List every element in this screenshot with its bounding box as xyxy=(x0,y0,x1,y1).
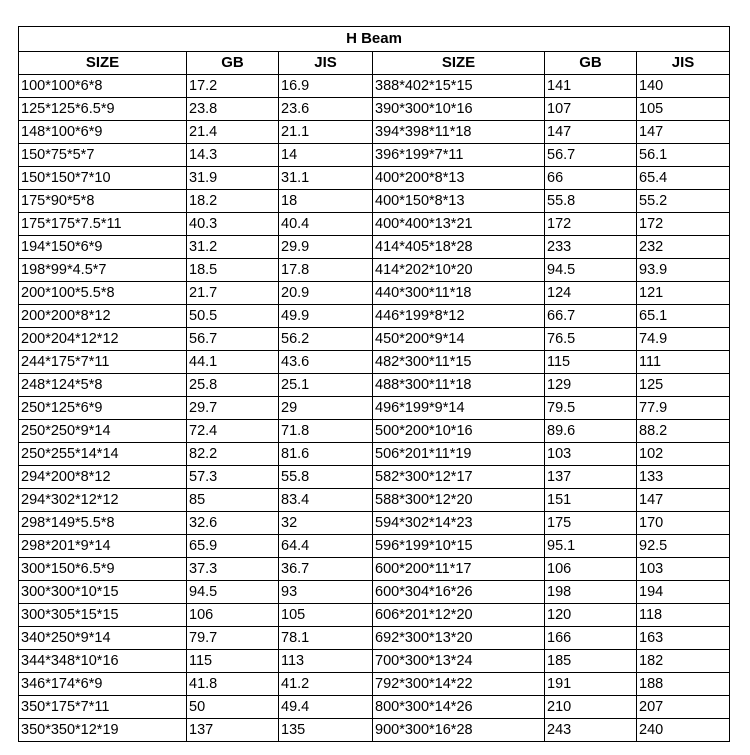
jis-cell: 43.6 xyxy=(279,351,373,374)
jis-cell: 78.1 xyxy=(279,627,373,650)
jis-cell: 133 xyxy=(637,466,730,489)
size-cell: 350*350*12*19 xyxy=(19,719,187,742)
gb-cell: 56.7 xyxy=(187,328,279,351)
size-cell: 150*150*7*10 xyxy=(19,167,187,190)
size-cell: 194*150*6*9 xyxy=(19,236,187,259)
size-cell: 414*405*18*28 xyxy=(373,236,545,259)
table-row xyxy=(19,236,730,259)
gb-cell: 41.8 xyxy=(187,673,279,696)
size-cell: 594*302*14*23 xyxy=(373,512,545,535)
table-row xyxy=(19,512,730,535)
size-cell: 482*300*11*15 xyxy=(373,351,545,374)
size-cell: 300*305*15*15 xyxy=(19,604,187,627)
jis-cell: 40.4 xyxy=(279,213,373,236)
size-cell: 200*204*12*12 xyxy=(19,328,187,351)
jis-cell: 41.2 xyxy=(279,673,373,696)
gb-cell: 172 xyxy=(545,213,637,236)
gb-cell: 129 xyxy=(545,374,637,397)
header-row xyxy=(19,52,730,75)
gb-cell: 115 xyxy=(545,351,637,374)
jis-cell: 55.8 xyxy=(279,466,373,489)
jis-cell: 55.2 xyxy=(637,190,730,213)
table-row xyxy=(19,351,730,374)
gb-cell: 31.9 xyxy=(187,167,279,190)
size-cell: 900*300*16*28 xyxy=(373,719,545,742)
size-cell: 150*75*5*7 xyxy=(19,144,187,167)
size-cell: 100*100*6*8 xyxy=(19,75,187,98)
gb-cell: 106 xyxy=(187,604,279,627)
gb-cell: 151 xyxy=(545,489,637,512)
gb-cell: 40.3 xyxy=(187,213,279,236)
gb-cell: 175 xyxy=(545,512,637,535)
table-row xyxy=(19,144,730,167)
jis-cell: 32 xyxy=(279,512,373,535)
jis-cell: 16.9 xyxy=(279,75,373,98)
jis-cell: 71.8 xyxy=(279,420,373,443)
table-row xyxy=(19,719,730,742)
jis-cell: 25.1 xyxy=(279,374,373,397)
size-cell: 340*250*9*14 xyxy=(19,627,187,650)
jis-cell: 93 xyxy=(279,581,373,604)
jis-cell: 88.2 xyxy=(637,420,730,443)
gb-cell: 95.1 xyxy=(545,535,637,558)
gb-cell: 17.2 xyxy=(187,75,279,98)
gb-cell: 191 xyxy=(545,673,637,696)
size-cell: 248*124*5*8 xyxy=(19,374,187,397)
gb-cell: 56.7 xyxy=(545,144,637,167)
gb-cell: 44.1 xyxy=(187,351,279,374)
table-row xyxy=(19,535,730,558)
jis-cell: 240 xyxy=(637,719,730,742)
table-row xyxy=(19,305,730,328)
gb-cell: 29.7 xyxy=(187,397,279,420)
jis-cell: 56.1 xyxy=(637,144,730,167)
jis-cell: 92.5 xyxy=(637,535,730,558)
table-row xyxy=(19,75,730,98)
size-cell: 500*200*10*16 xyxy=(373,420,545,443)
size-cell: 294*302*12*12 xyxy=(19,489,187,512)
gb-cell: 66 xyxy=(545,167,637,190)
size-cell: 244*175*7*11 xyxy=(19,351,187,374)
size-cell: 298*201*9*14 xyxy=(19,535,187,558)
size-cell: 350*175*7*11 xyxy=(19,696,187,719)
jis-cell: 56.2 xyxy=(279,328,373,351)
size-cell: 148*100*6*9 xyxy=(19,121,187,144)
gb-cell: 18.5 xyxy=(187,259,279,282)
jis-cell: 65.1 xyxy=(637,305,730,328)
jis-cell: 14 xyxy=(279,144,373,167)
size-cell: 294*200*8*12 xyxy=(19,466,187,489)
jis-cell: 121 xyxy=(637,282,730,305)
size-cell: 300*150*6.5*9 xyxy=(19,558,187,581)
size-cell: 300*300*10*15 xyxy=(19,581,187,604)
table-row xyxy=(19,489,730,512)
gb-header-left: GB xyxy=(187,52,279,75)
size-cell: 200*100*5.5*8 xyxy=(19,282,187,305)
table-row xyxy=(19,696,730,719)
size-cell: 250*255*14*14 xyxy=(19,443,187,466)
size-cell: 606*201*12*20 xyxy=(373,604,545,627)
jis-cell: 172 xyxy=(637,213,730,236)
jis-cell: 21.1 xyxy=(279,121,373,144)
gb-cell: 72.4 xyxy=(187,420,279,443)
size-cell: 298*149*5.5*8 xyxy=(19,512,187,535)
table-row xyxy=(19,627,730,650)
gb-cell: 107 xyxy=(545,98,637,121)
table-row xyxy=(19,581,730,604)
gb-cell: 82.2 xyxy=(187,443,279,466)
jis-cell: 207 xyxy=(637,696,730,719)
gb-cell: 23.8 xyxy=(187,98,279,121)
gb-header-right: GB xyxy=(545,52,637,75)
size-cell: 582*300*12*17 xyxy=(373,466,545,489)
jis-header-left: JIS xyxy=(279,52,373,75)
jis-cell: 188 xyxy=(637,673,730,696)
jis-cell: 81.6 xyxy=(279,443,373,466)
title-row xyxy=(19,27,730,52)
h-beam-sheet xyxy=(18,26,730,742)
size-cell: 388*402*15*15 xyxy=(373,75,545,98)
jis-cell: 64.4 xyxy=(279,535,373,558)
size-cell: 506*201*11*19 xyxy=(373,443,545,466)
gb-cell: 31.2 xyxy=(187,236,279,259)
size-header-left: SIZE xyxy=(19,52,187,75)
jis-cell: 232 xyxy=(637,236,730,259)
h-beam-table xyxy=(18,26,730,742)
jis-header-right: JIS xyxy=(637,52,730,75)
gb-cell: 21.7 xyxy=(187,282,279,305)
gb-cell: 57.3 xyxy=(187,466,279,489)
gb-cell: 50.5 xyxy=(187,305,279,328)
gb-cell: 14.3 xyxy=(187,144,279,167)
gb-cell: 103 xyxy=(545,443,637,466)
jis-cell: 163 xyxy=(637,627,730,650)
gb-cell: 89.6 xyxy=(545,420,637,443)
size-cell: 250*125*6*9 xyxy=(19,397,187,420)
table-row xyxy=(19,397,730,420)
jis-cell: 17.8 xyxy=(279,259,373,282)
gb-cell: 198 xyxy=(545,581,637,604)
gb-cell: 21.4 xyxy=(187,121,279,144)
jis-cell: 36.7 xyxy=(279,558,373,581)
jis-cell: 140 xyxy=(637,75,730,98)
jis-cell: 113 xyxy=(279,650,373,673)
size-cell: 390*300*10*16 xyxy=(373,98,545,121)
gb-cell: 94.5 xyxy=(187,581,279,604)
size-cell: 400*150*8*13 xyxy=(373,190,545,213)
jis-cell: 118 xyxy=(637,604,730,627)
gb-cell: 115 xyxy=(187,650,279,673)
size-cell: 346*174*6*9 xyxy=(19,673,187,696)
table-row xyxy=(19,167,730,190)
size-header-right: SIZE xyxy=(373,52,545,75)
jis-cell: 135 xyxy=(279,719,373,742)
gb-cell: 106 xyxy=(545,558,637,581)
gb-cell: 37.3 xyxy=(187,558,279,581)
size-cell: 792*300*14*22 xyxy=(373,673,545,696)
jis-cell: 65.4 xyxy=(637,167,730,190)
table-row xyxy=(19,650,730,673)
table-row xyxy=(19,98,730,121)
size-cell: 600*304*16*26 xyxy=(373,581,545,604)
jis-cell: 29 xyxy=(279,397,373,420)
gb-cell: 32.6 xyxy=(187,512,279,535)
table-row xyxy=(19,374,730,397)
size-cell: 200*200*8*12 xyxy=(19,305,187,328)
jis-cell: 31.1 xyxy=(279,167,373,190)
table-body xyxy=(19,75,730,742)
jis-cell: 105 xyxy=(279,604,373,627)
size-cell: 414*202*10*20 xyxy=(373,259,545,282)
size-cell: 488*300*11*18 xyxy=(373,374,545,397)
size-cell: 600*200*11*17 xyxy=(373,558,545,581)
gb-cell: 166 xyxy=(545,627,637,650)
gb-cell: 55.8 xyxy=(545,190,637,213)
table-row xyxy=(19,121,730,144)
gb-cell: 25.8 xyxy=(187,374,279,397)
table-row xyxy=(19,558,730,581)
jis-cell: 111 xyxy=(637,351,730,374)
size-cell: 198*99*4.5*7 xyxy=(19,259,187,282)
table-row xyxy=(19,466,730,489)
gb-cell: 147 xyxy=(545,121,637,144)
gb-cell: 243 xyxy=(545,719,637,742)
size-cell: 344*348*10*16 xyxy=(19,650,187,673)
table-title: H Beam xyxy=(19,27,730,52)
size-cell: 496*199*9*14 xyxy=(373,397,545,420)
gb-cell: 76.5 xyxy=(545,328,637,351)
size-cell: 396*199*7*11 xyxy=(373,144,545,167)
gb-cell: 233 xyxy=(545,236,637,259)
gb-cell: 65.9 xyxy=(187,535,279,558)
table-row xyxy=(19,190,730,213)
size-cell: 400*200*8*13 xyxy=(373,167,545,190)
jis-cell: 170 xyxy=(637,512,730,535)
table-row xyxy=(19,673,730,696)
jis-cell: 18 xyxy=(279,190,373,213)
gb-cell: 79.5 xyxy=(545,397,637,420)
gb-cell: 66.7 xyxy=(545,305,637,328)
table-row xyxy=(19,213,730,236)
jis-cell: 103 xyxy=(637,558,730,581)
size-cell: 446*199*8*12 xyxy=(373,305,545,328)
gb-cell: 85 xyxy=(187,489,279,512)
gb-cell: 210 xyxy=(545,696,637,719)
jis-cell: 49.9 xyxy=(279,305,373,328)
gb-cell: 124 xyxy=(545,282,637,305)
size-cell: 175*175*7.5*11 xyxy=(19,213,187,236)
table-row xyxy=(19,259,730,282)
table-row xyxy=(19,443,730,466)
size-cell: 450*200*9*14 xyxy=(373,328,545,351)
jis-cell: 74.9 xyxy=(637,328,730,351)
jis-cell: 194 xyxy=(637,581,730,604)
size-cell: 596*199*10*15 xyxy=(373,535,545,558)
table-row xyxy=(19,328,730,351)
jis-cell: 105 xyxy=(637,98,730,121)
size-cell: 588*300*12*20 xyxy=(373,489,545,512)
jis-cell: 147 xyxy=(637,121,730,144)
jis-cell: 29.9 xyxy=(279,236,373,259)
jis-cell: 102 xyxy=(637,443,730,466)
size-cell: 250*250*9*14 xyxy=(19,420,187,443)
table-row xyxy=(19,420,730,443)
gb-cell: 137 xyxy=(545,466,637,489)
jis-cell: 93.9 xyxy=(637,259,730,282)
jis-cell: 49.4 xyxy=(279,696,373,719)
jis-cell: 125 xyxy=(637,374,730,397)
gb-cell: 141 xyxy=(545,75,637,98)
gb-cell: 50 xyxy=(187,696,279,719)
size-cell: 400*400*13*21 xyxy=(373,213,545,236)
jis-cell: 77.9 xyxy=(637,397,730,420)
jis-cell: 83.4 xyxy=(279,489,373,512)
gb-cell: 185 xyxy=(545,650,637,673)
jis-cell: 20.9 xyxy=(279,282,373,305)
table-row xyxy=(19,282,730,305)
gb-cell: 94.5 xyxy=(545,259,637,282)
size-cell: 700*300*13*24 xyxy=(373,650,545,673)
jis-cell: 182 xyxy=(637,650,730,673)
gb-cell: 79.7 xyxy=(187,627,279,650)
size-cell: 125*125*6.5*9 xyxy=(19,98,187,121)
size-cell: 692*300*13*20 xyxy=(373,627,545,650)
size-cell: 394*398*11*18 xyxy=(373,121,545,144)
size-cell: 175*90*5*8 xyxy=(19,190,187,213)
gb-cell: 18.2 xyxy=(187,190,279,213)
jis-cell: 23.6 xyxy=(279,98,373,121)
jis-cell: 147 xyxy=(637,489,730,512)
table-row xyxy=(19,604,730,627)
gb-cell: 120 xyxy=(545,604,637,627)
size-cell: 800*300*14*26 xyxy=(373,696,545,719)
size-cell: 440*300*11*18 xyxy=(373,282,545,305)
gb-cell: 137 xyxy=(187,719,279,742)
